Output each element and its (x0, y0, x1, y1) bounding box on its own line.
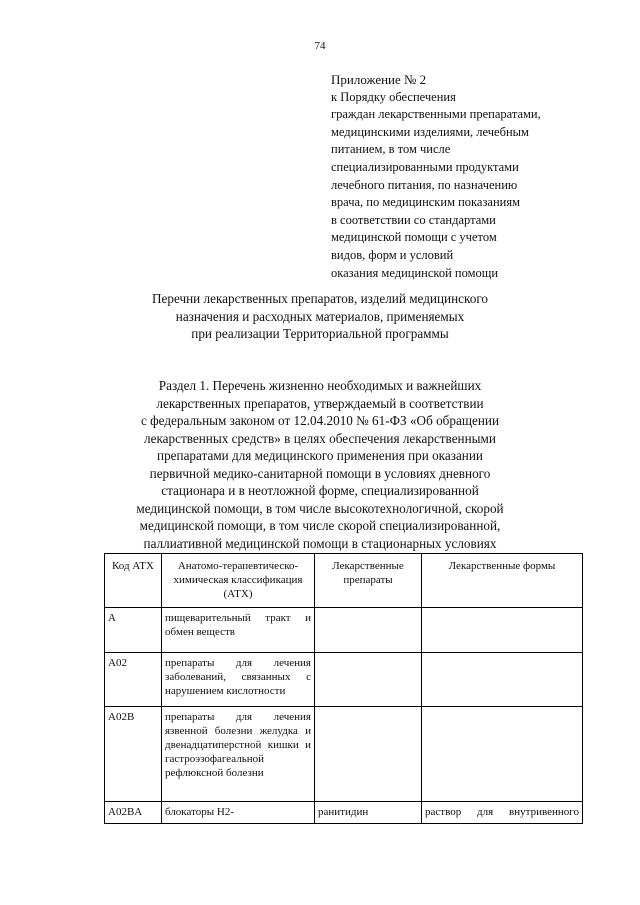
appendix-header (331, 71, 631, 282)
form-cell (422, 608, 583, 653)
appendix-line: медицинской помощи с учетом (331, 230, 497, 245)
header-forms: Лекарственные формы (422, 554, 583, 608)
appendix-line: к Порядку обеспечения (331, 89, 456, 104)
section-title-line: паллиативной медицинской помощи в стационарных условиях (143, 535, 497, 551)
section-title-line: лекарственных препаратов, утверждаемый в соответствии (156, 395, 484, 411)
section-title-line: Раздел 1. Перечень жизненно необходимых и важнейших (158, 378, 482, 393)
section-title-line: лекарственных средств» в целях обеспечения лекарственными (144, 430, 496, 446)
appendix-line: оказания медицинской помощи (331, 265, 499, 280)
drug-cell: ранитидин (315, 802, 422, 824)
drugs-table (104, 553, 583, 824)
section-title-line: медицинской помощи, в том числе высокотехнологичной, скорой (136, 500, 504, 516)
appendix-line: видов, форм и условий (331, 247, 454, 262)
list-title-line: Перечни лекарственных препаратов, изделий медицинского (151, 291, 489, 306)
list-title-line: назначения и расходных материалов, применяемых (175, 308, 465, 324)
drug-cell (315, 653, 422, 707)
appendix-title: Приложение № 2 (331, 72, 427, 87)
list-title-line: при реализации Территориальной программы (191, 326, 449, 341)
table-row (105, 608, 583, 653)
atc-description-cell: препараты для лечения заболеваний, связанных с нарушением кислотности (162, 653, 315, 707)
header-atc: Анатомо-терапевтическо-химическая классификация (АТХ) (162, 554, 315, 608)
atc-code-cell: A02BA (105, 802, 162, 824)
header-code: Код АТХ (105, 554, 162, 608)
section-title-line: с федеральным законом от 12.04.2010 № 61-ФЗ «Об обращении (140, 413, 500, 428)
atc-description-cell: препараты для лечения язвенной болезни желудка и двенадцатиперстной кишки и гастроэзофагеальной рефлюксной болезни (162, 707, 315, 802)
table-row (105, 653, 583, 707)
form-cell: раствор для внутривенного (422, 802, 583, 824)
section-title-line: стационара и в неотложной форме, специализированной (161, 483, 479, 498)
atc-code-cell: A02B (105, 707, 162, 802)
section-title (0, 377, 640, 552)
appendix-line: специализированными продуктами (331, 159, 519, 174)
header-drugs: Лекарственные препараты (315, 554, 422, 608)
form-cell (422, 653, 583, 707)
atc-description-cell: пищеварительный тракт и обмен веществ (162, 608, 315, 653)
appendix-line: в соответствии со стандартами (331, 212, 496, 227)
appendix-line: лечебного питания, по назначению (331, 177, 518, 192)
drug-cell (315, 707, 422, 802)
table-row (105, 707, 583, 802)
section-title-line: медицинской помощи, в том числе скорой специализированной, (139, 518, 501, 533)
appendix-line: питанием, в том числе (331, 142, 451, 157)
appendix-line: граждан лекарственными препаратами, (331, 107, 541, 122)
section-title-line: первичной медико-санитарной помощи в условиях дневного (149, 465, 491, 481)
page-number: 74 (314, 40, 326, 52)
table-row (105, 802, 583, 824)
table-header-row (105, 554, 583, 608)
atc-code-cell: A02 (105, 653, 162, 707)
section-title-line: препаратами для медицинского применения при оказании (157, 448, 483, 463)
drug-cell (315, 608, 422, 653)
atc-description-cell: блокаторы H2- (162, 802, 315, 824)
atc-code-cell: A (105, 608, 162, 653)
form-cell (422, 707, 583, 802)
appendix-line: медицинскими изделиями, лечебным (331, 124, 529, 139)
appendix-line: врача, по медицинским показаниям (331, 195, 521, 210)
list-title (0, 290, 640, 343)
